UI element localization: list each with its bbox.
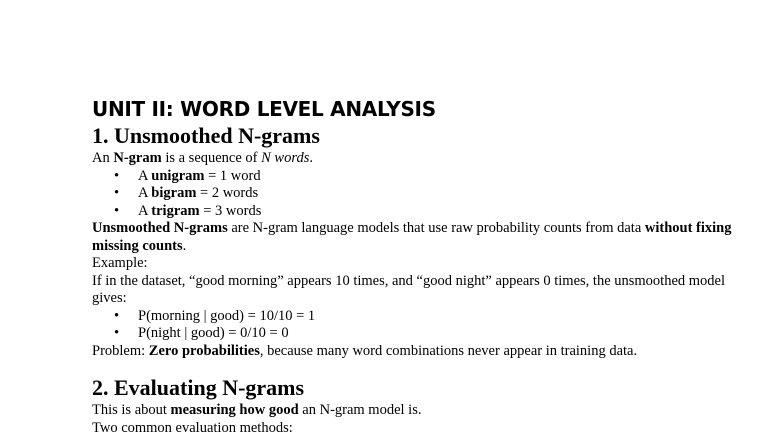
bullet-icon: • — [114, 167, 120, 184]
text-run: . — [182, 237, 187, 254]
text-run: A — [138, 202, 152, 219]
italic-term-n-words: N words — [261, 150, 310, 166]
text-run: An — [92, 150, 114, 166]
unit-title: UNIT II: WORD LEVEL ANALYSIS — [92, 97, 436, 121]
probability-list — [92, 308, 732, 343]
section-heading-unsmoothed-ngrams: 1. Unsmoothed N-grams — [92, 123, 320, 148]
bullet-icon: • — [114, 202, 120, 219]
bullet-icon: • — [114, 185, 120, 201]
text-run: P(morning | good) = 10/10 = 1 — [138, 307, 316, 324]
bold-term-ngram: N-gram — [113, 150, 162, 166]
text-run: A — [138, 185, 152, 201]
list-item-unigram — [92, 168, 732, 186]
text-run: = 1 word — [204, 167, 261, 184]
bold-phrase-without-fixing: without fixing missing counts — [92, 220, 732, 254]
bold-term: unigram — [151, 167, 205, 184]
evaluation-methods-line: Two common evaluation methods: — [92, 419, 293, 436]
bold-term: trigram — [151, 202, 200, 219]
text-run: Problem: — [92, 342, 149, 359]
text-run: an N-gram model is. — [298, 402, 422, 418]
list-item-trigram — [92, 203, 732, 221]
list-item-bigram — [92, 185, 732, 203]
bold-term-zero-probabilities: Zero probabilities — [148, 342, 260, 359]
evaluating-intro-paragraph — [92, 402, 732, 420]
section-heading-evaluating-ngrams: 2. Evaluating N-grams — [92, 375, 305, 400]
text-run: A — [138, 167, 152, 184]
text-run: are N-gram language models that use raw probability counts from data — [227, 220, 645, 236]
example-label: Example: — [92, 255, 148, 271]
bold-term-unsmoothed-ngrams: Unsmoothed N-grams — [92, 220, 228, 236]
problem-paragraph — [92, 343, 732, 361]
text-run: This is about — [92, 402, 171, 418]
text-run: P(night | good) = 0/10 = 0 — [138, 325, 289, 341]
text-run: , because many word combinations never appear in training data. — [259, 342, 638, 359]
document-content — [92, 96, 732, 437]
ngram-types-list — [92, 168, 732, 221]
example-text: If in the dataset, “good morning” appears 10 times, and “good night” appears 0 times, the unsmoothed model gives: — [92, 272, 726, 306]
bullet-icon: • — [114, 325, 120, 341]
bold-term: bigram — [151, 185, 197, 201]
text-run: is a sequence of — [161, 150, 262, 166]
text-run: = 3 words — [199, 202, 262, 219]
text-run: . — [309, 150, 313, 166]
list-item-probability-morning — [92, 308, 732, 326]
list-item-probability-night — [92, 325, 732, 343]
bullet-icon: • — [114, 307, 120, 324]
ngram-intro-paragraph — [92, 150, 732, 168]
unsmoothed-definition-paragraph — [92, 220, 732, 255]
bold-phrase-measuring: measuring how good — [170, 402, 299, 418]
text-run: = 2 words — [196, 185, 259, 201]
